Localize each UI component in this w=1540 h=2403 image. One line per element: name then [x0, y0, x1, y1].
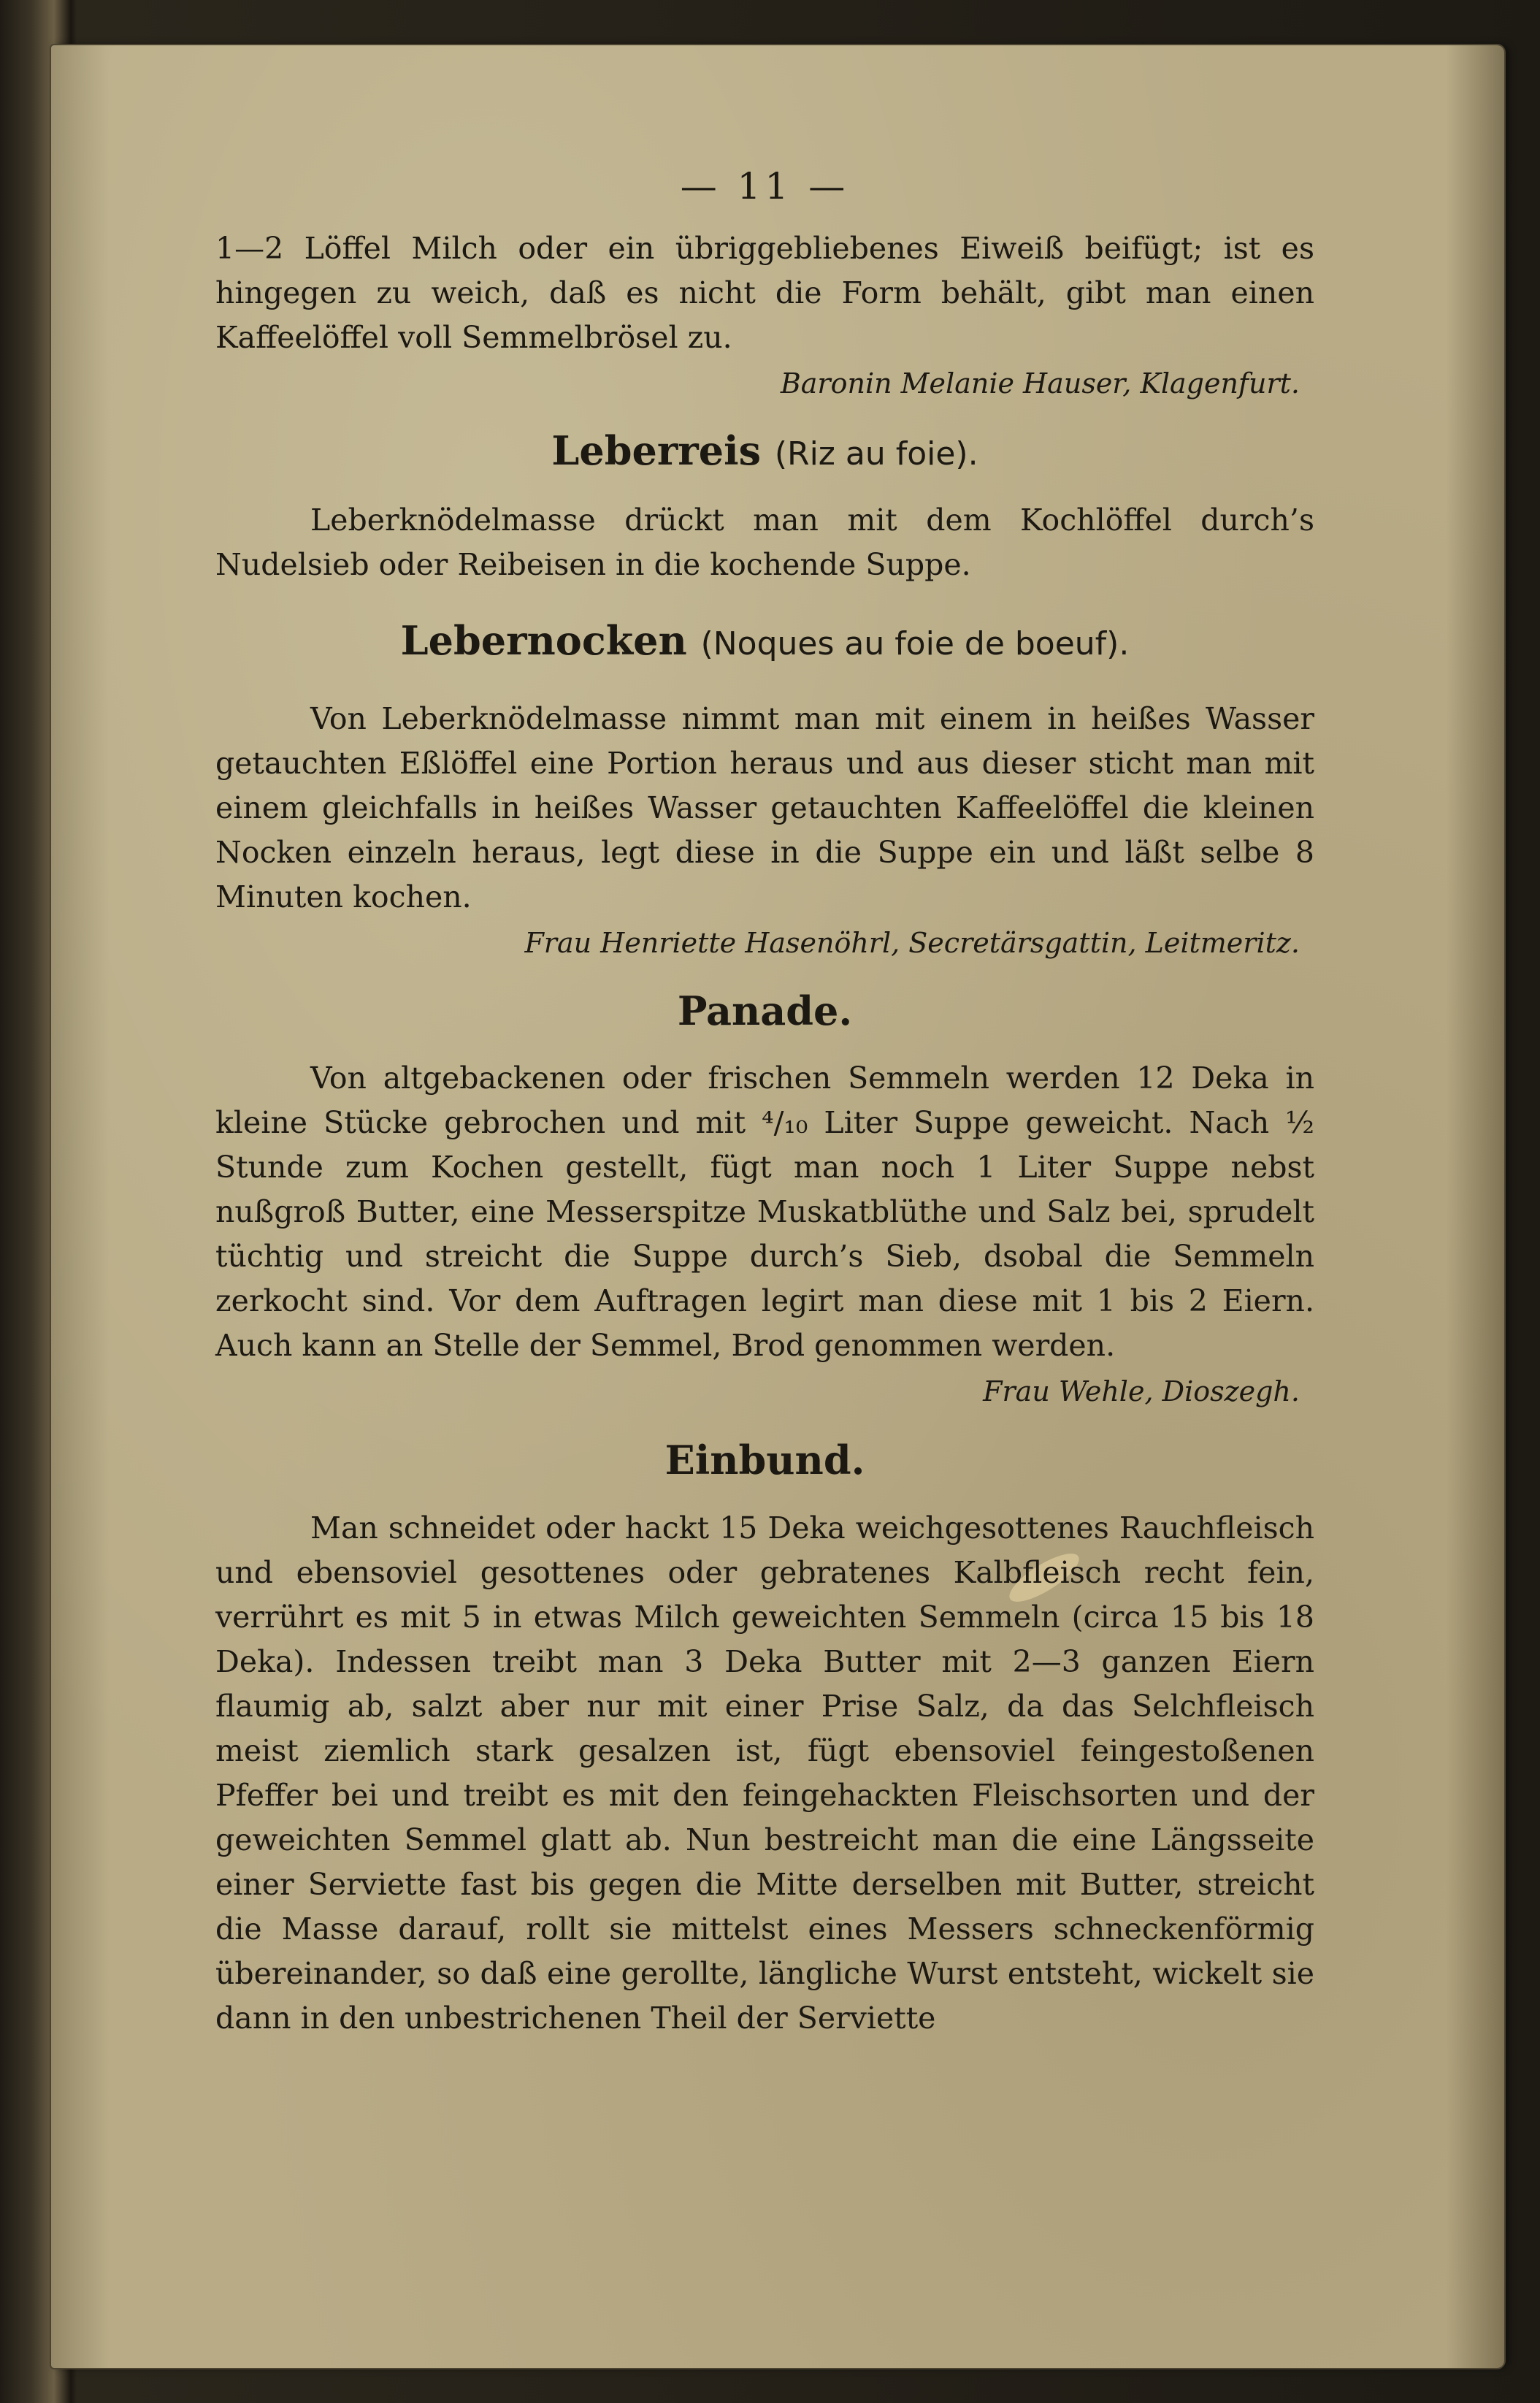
lebernocken-heading-block — [215, 587, 1314, 697]
lebernocken-title-foreign: (Noques au foie de boeuf). — [700, 624, 1130, 662]
leberreis-heading — [551, 427, 978, 478]
page-content — [215, 146, 1314, 2041]
panade-signature: Frau Wehle, Dioszegh. — [983, 1375, 1300, 1407]
section-intro — [215, 226, 1314, 406]
leberreis-heading-block — [215, 406, 1314, 498]
section-einbund — [215, 1414, 1314, 2041]
intro-paragraph: 1—2 Löffel Milch oder ein übriggebliebenes Eiweiß beifügt; ist es hingegen zu weich, daß es nicht die Form behält, gibt man einen Kaffeelöffel voll Semmelbrösel zu. — [215, 231, 1314, 355]
lebernocken-signature: Frau Henriette Hasenöhrl, Secretärsgattin, Leitmeritz. — [524, 927, 1300, 959]
leberreis-paragraph: Leberknödelmasse drückt man mit dem Kochlöffel durch’s Nudelsieb oder Reibeisen in die kochende Suppe. — [215, 503, 1314, 582]
page-number: — 11 — — [680, 165, 850, 207]
section-panade — [215, 966, 1314, 1414]
leberreis-title: Leberreis — [551, 427, 762, 474]
panade-paragraph: Von altgebackenen oder frischen Semmeln werden 12 Deka in kleine Stücke gebrochen und mit ⁴/₁₀ Liter Suppe geweicht. Nach ½ Stunde zum Kochen gestellt, fügt man noch 1 Liter Suppe nebst nußgroß Butter, eine Messerspitze Muskatblüthe und Salz bei, sprudelt tüchtig und streicht die Suppe durch’s Sieb, dsobal die Semmeln zerkocht sind. Vor dem Auftragen legirt man diese mit 1 bis 2 Eiern. Auch kann an Stelle der Semmel, Brod genommen werden. — [215, 1061, 1314, 1363]
panade-heading-block — [215, 966, 1314, 1056]
einbund-heading: Einbund. — [664, 1437, 865, 1483]
einbund-paragraph: Man schneidet oder hackt 15 Deka weichgesottenes Rauchfleisch und ebensoviel gesottenes oder gebratenes Kalbfleisch recht fein, verrührt es mit 5 in etwas Milch geweichten Semmeln (circa 15 bis 18 Deka). Indessen treibt man 3 Deka Butter mit 2—3 ganzen Eiern flaumig ab, salzt aber nur mit einer Prise Salz, da das Selchfleisch meist ziemlich stark gesalzen ist, fügt ebensoviel feingestoßenen Pfeffer bei und treibt es mit den feingehackten Fleischsorten und der geweichten Semmel glatt ab. Nun bestreicht man die eine Längsseite einer Serviette fast bis gegen die Mitte derselben mit Butter, streicht die Masse darauf, rollt sie mittelst eines Messers schneckenförmig übereinander, so daß eine gerollte, längliche Wurst entsteht, wickelt sie dann in den unbestrichenen Theil der Serviette — [215, 1510, 1314, 2036]
section-leberreis — [215, 406, 1314, 587]
intro-signature: Baronin Melanie Hauser, Klagenfurt. — [780, 367, 1300, 400]
leberreis-title-foreign: (Riz au foie). — [774, 435, 978, 473]
lebernocken-title: Lebernocken — [400, 616, 687, 664]
section-lebernocken — [215, 587, 1314, 966]
einbund-heading-block — [215, 1414, 1314, 1506]
lebernocken-heading — [401, 617, 1130, 668]
panade-heading: Panade. — [677, 987, 853, 1034]
lebernocken-paragraph: Von Leberknödelmasse nimmt man mit einem in heißes Wasser getauchten Eßlöffel eine Portion heraus und aus dieser sticht man mit einem gleichfalls in heißes Wasser getauchten Kaffeelöffel die kleinen Nocken einzeln heraus, legt diese in die Suppe ein und läßt selbe 8 Minuten kochen. — [215, 701, 1314, 914]
